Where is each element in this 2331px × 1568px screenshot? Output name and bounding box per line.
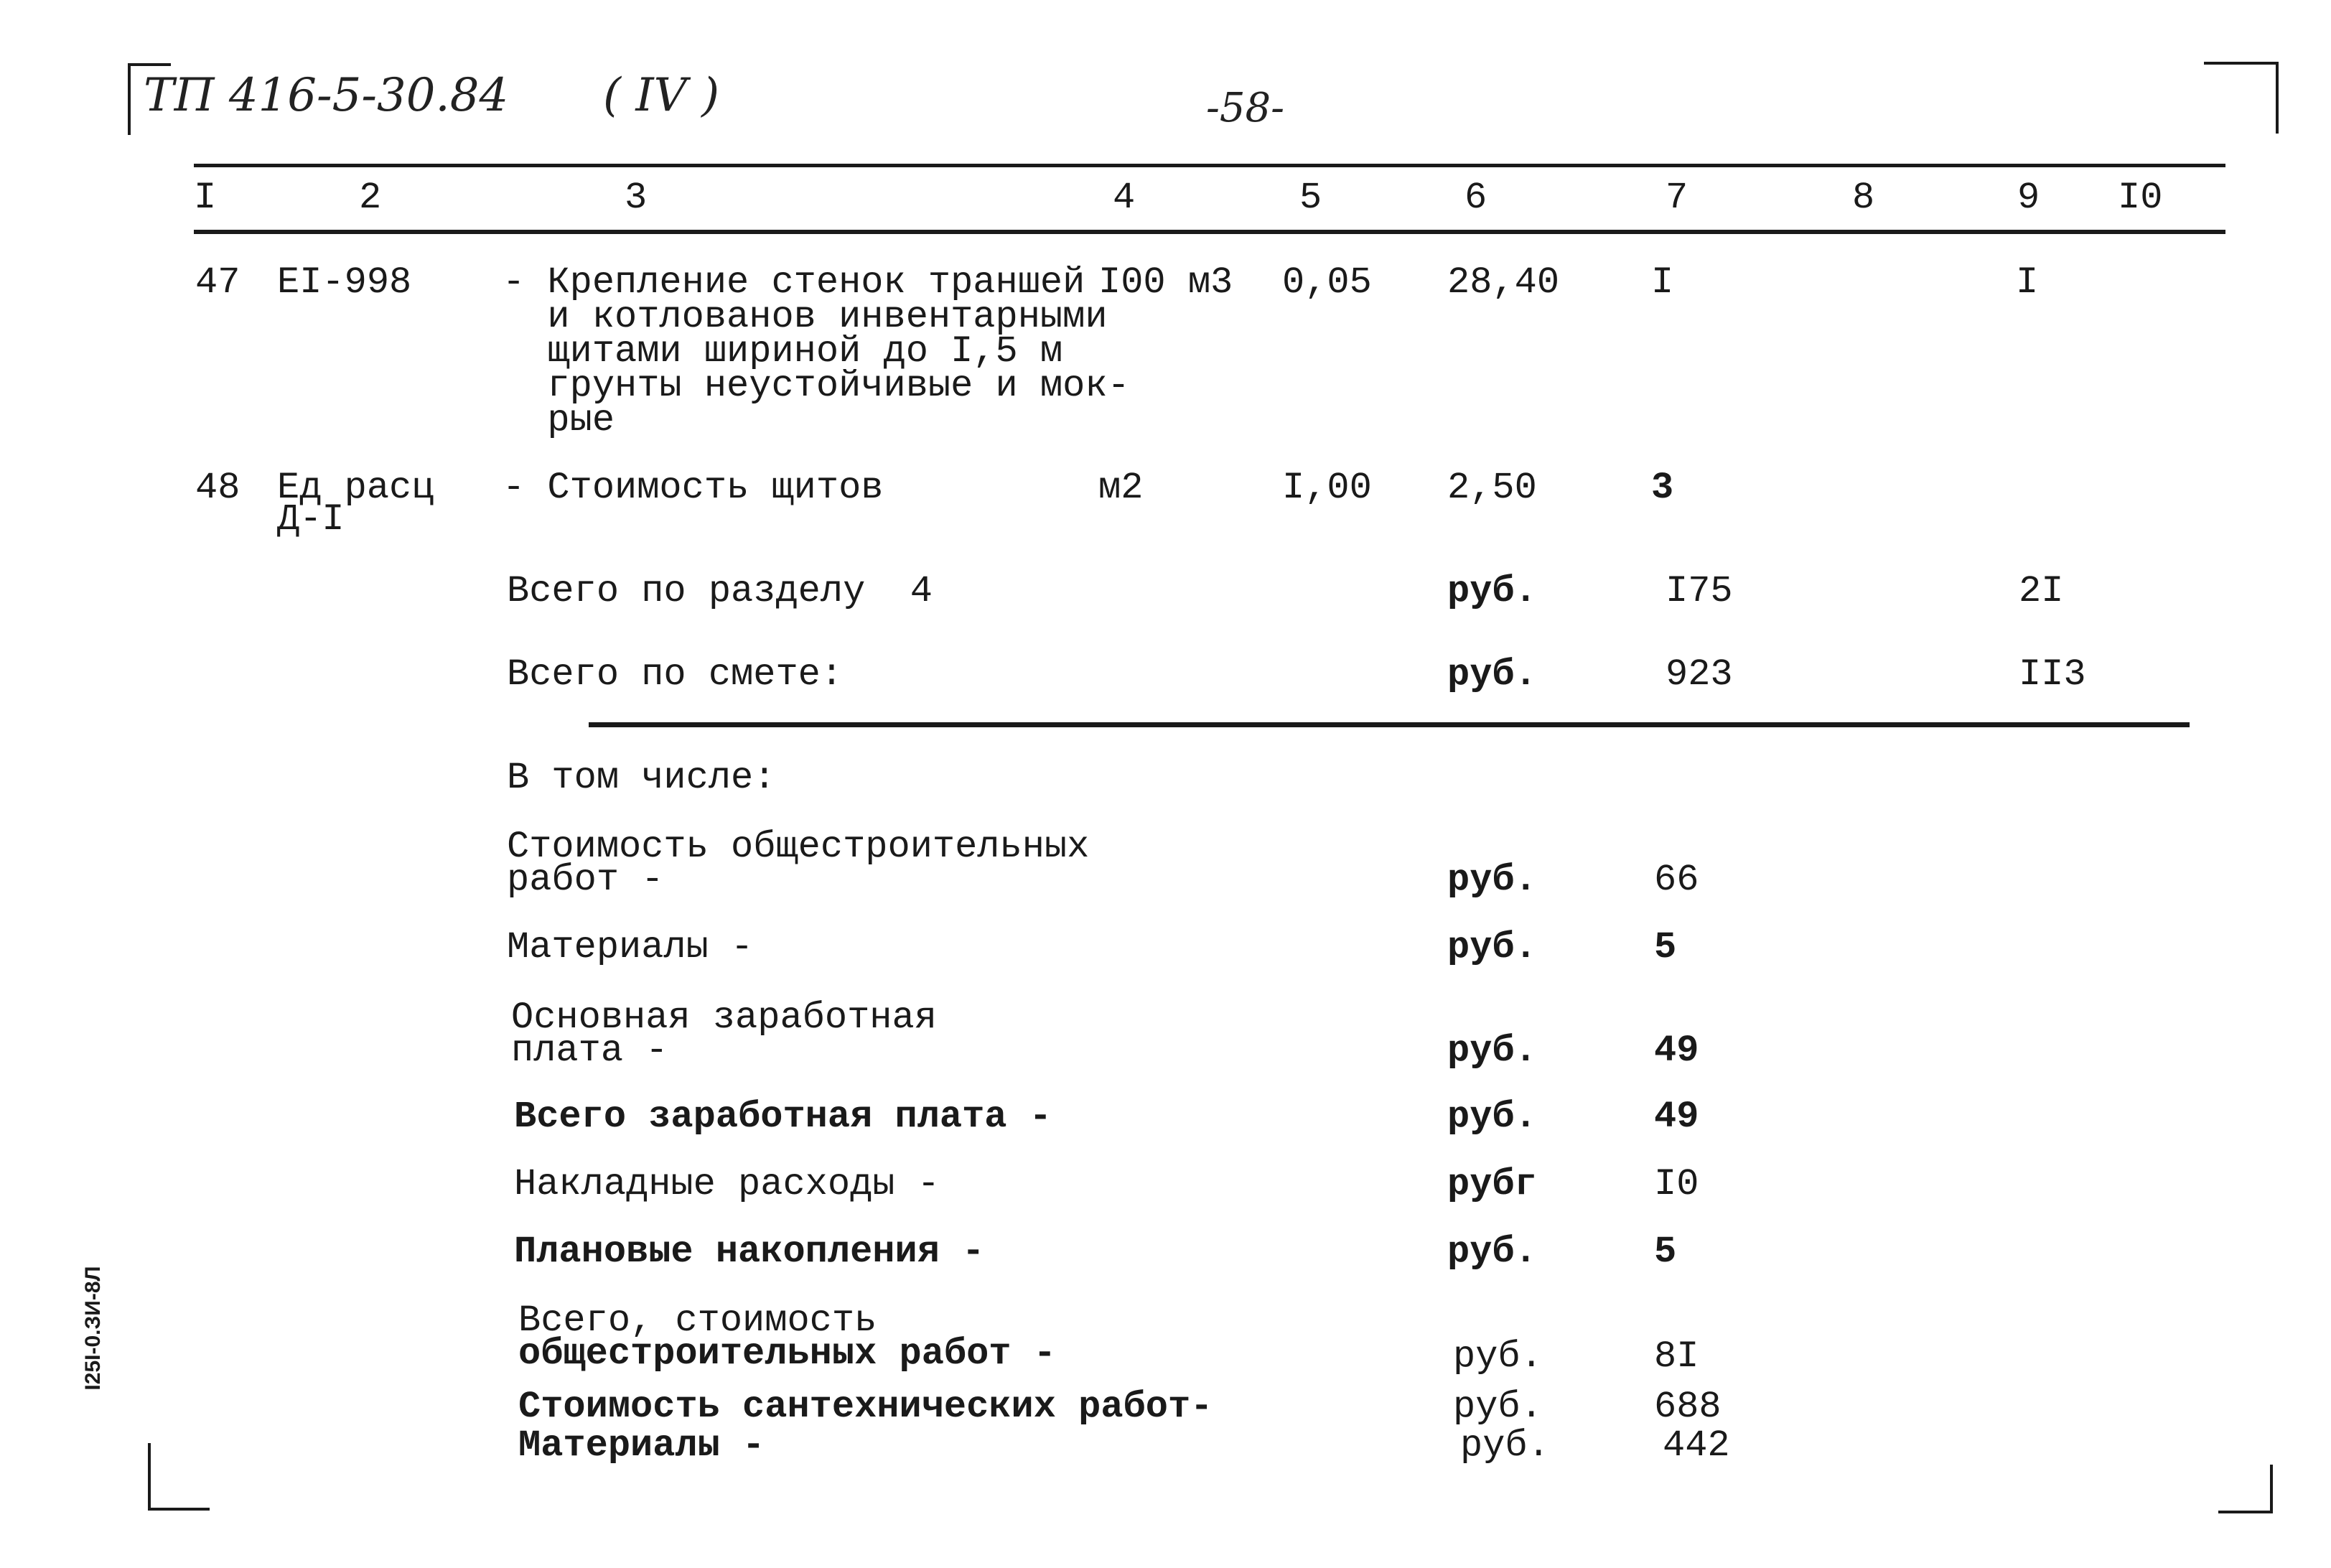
column-header-8: 8	[1852, 177, 1875, 219]
breakdown-unit: руб.	[1447, 926, 1537, 969]
row-description-line: - Крепление стенок траншей	[503, 261, 1085, 304]
breakdown-unit: руб.	[1453, 1386, 1543, 1428]
breakdown-unit: руб.	[1460, 1424, 1550, 1467]
row-number: 48	[195, 467, 240, 509]
breakdown-label-line: Основная заработная	[511, 997, 937, 1039]
breakdown-value: 49	[1654, 1030, 1699, 1072]
frame-corner-top-left-h	[128, 63, 171, 66]
row-description-line: рые	[503, 399, 615, 442]
row-description-line: щитами шириной до I,5 м	[503, 330, 1063, 373]
row-unit: I00 м3	[1098, 261, 1233, 304]
breakdown-label-line: Материалы -	[518, 1424, 765, 1467]
total-col9: II3	[2019, 653, 2086, 696]
row-price: 28,40	[1447, 261, 1560, 304]
total-label: Всего по смете:	[507, 653, 844, 696]
breakdown-unit: руб.	[1447, 1231, 1537, 1273]
frame-corner-top-left	[128, 63, 131, 135]
breakdown-value: 49	[1654, 1096, 1699, 1138]
frame-corner-top-right	[2204, 62, 2279, 134]
page-number: -58-	[1206, 85, 1285, 131]
total-col9: 2I	[2019, 570, 2064, 612]
breakdown-label-line: работ -	[507, 859, 664, 901]
total-unit: руб.	[1447, 570, 1537, 612]
column-header-1: I	[194, 177, 217, 219]
total-unit: руб.	[1447, 653, 1537, 696]
row-unit: м2	[1098, 467, 1144, 509]
side-stamp	[72, 1192, 115, 1465]
breakdown-unit: руб.	[1453, 1335, 1543, 1378]
frame-corner-bottom-left	[148, 1443, 210, 1511]
breakdown-unit: руб.	[1447, 1030, 1537, 1072]
breakdown-value: 688	[1654, 1386, 1722, 1428]
column-header-4: 4	[1113, 177, 1136, 219]
column-header-6: 6	[1465, 177, 1487, 219]
total-label: Всего по разделу 4	[507, 570, 933, 612]
column-header-10: I0	[2118, 177, 2163, 219]
doc-number: ТП 416-5-30.84	[144, 69, 509, 122]
breakdown-value: I0	[1654, 1163, 1699, 1205]
row-code-line: Ед расц	[277, 467, 434, 509]
column-header-5: 5	[1299, 177, 1322, 219]
breakdown-title: В том числе:	[507, 757, 776, 799]
breakdown-label-line: Стоимость сантехнических работ-	[518, 1386, 1213, 1428]
row-code-line: Д-I	[277, 498, 345, 541]
column-header-9: 9	[2017, 177, 2040, 219]
album-number: ( IV )	[603, 69, 720, 122]
side-stamp-text: I25I-0.ЗИ-8Л	[81, 1266, 105, 1391]
breakdown-label-line: Накладные расходы -	[514, 1163, 940, 1205]
breakdown-value: 5	[1654, 926, 1677, 969]
column-header-3: 3	[625, 177, 648, 219]
breakdown-unit: руб.	[1447, 859, 1537, 901]
breakdown-unit: рубг	[1447, 1163, 1537, 1205]
row-code: EI-998	[277, 261, 412, 304]
breakdown-label-line: Всего, стоимость	[518, 1299, 877, 1342]
table-header-rule	[194, 230, 2225, 234]
total-col7: I75	[1666, 570, 1733, 612]
column-header-7: 7	[1666, 177, 1688, 219]
row-col9: I	[2016, 261, 2039, 304]
breakdown-value: 5	[1654, 1231, 1677, 1273]
breakdown-value: 442	[1663, 1424, 1730, 1467]
row-col7: 3	[1651, 467, 1674, 509]
breakdown-unit: руб.	[1447, 1096, 1537, 1138]
breakdown-value: 8I	[1654, 1335, 1699, 1378]
row-description-line: и котлованов инвентарными	[503, 296, 1108, 338]
row-description-line: - Стоимость щитов	[503, 467, 884, 509]
breakdown-value: 66	[1654, 859, 1699, 901]
frame-corner-bottom-right	[2218, 1465, 2273, 1513]
row-col7: I	[1651, 261, 1674, 304]
breakdown-label-line: общестроительных работ -	[518, 1333, 1056, 1375]
row-description-line: грунты неустойчивые и мок-	[503, 365, 1130, 407]
breakdown-label-line: Стоимость общестроительных	[507, 826, 1090, 868]
row-price: 2,50	[1447, 467, 1537, 509]
breakdown-label-line: Всего заработная плата -	[514, 1096, 1052, 1138]
row-number: 47	[195, 261, 240, 304]
total-col7: 923	[1666, 653, 1733, 696]
breakdown-label-line: плата -	[511, 1030, 668, 1072]
row-quantity: 0,05	[1282, 261, 1372, 304]
table-top-rule	[194, 164, 2225, 167]
totals-separator-rule	[589, 722, 2190, 727]
breakdown-label-line: Материалы -	[507, 926, 754, 969]
breakdown-label-line: Плановые накопления -	[514, 1231, 985, 1273]
column-header-2: 2	[359, 177, 382, 219]
row-quantity: I,00	[1282, 467, 1372, 509]
